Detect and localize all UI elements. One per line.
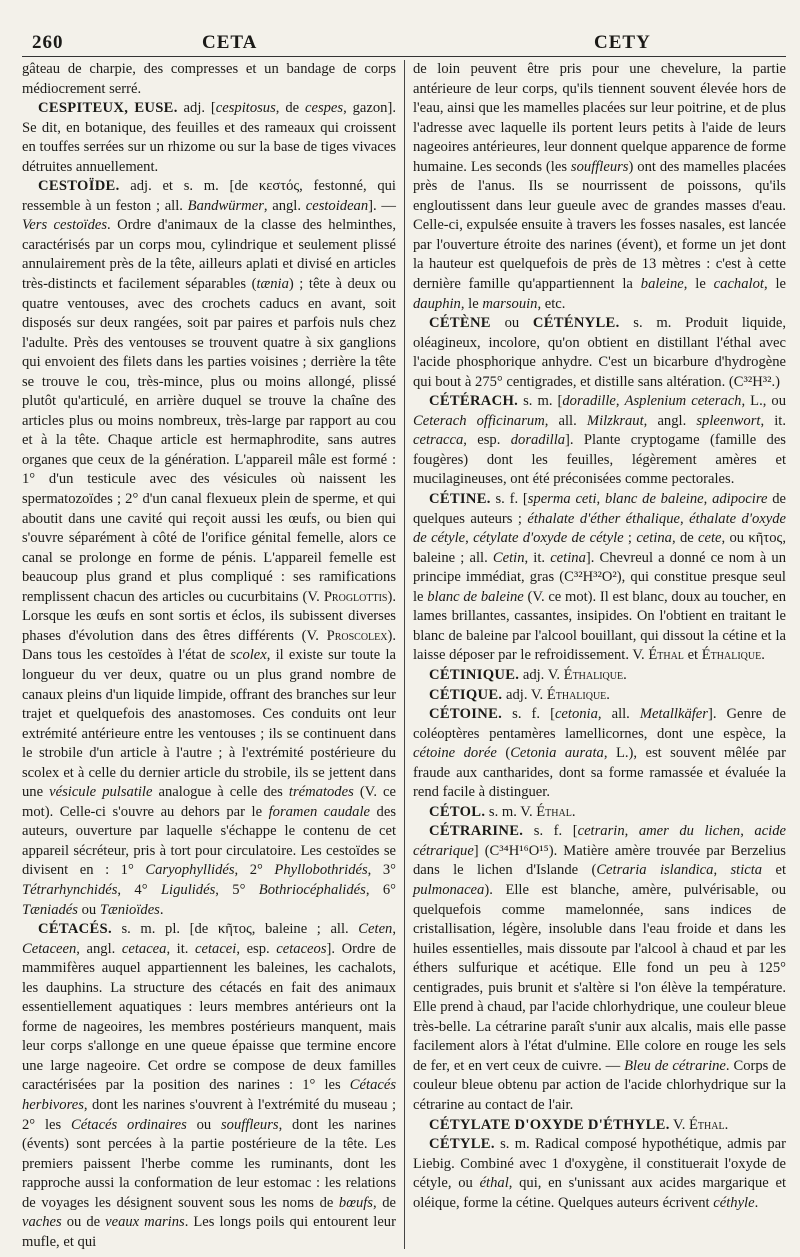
page-number: 260: [32, 32, 64, 53]
right-running-head: CETY: [594, 32, 651, 53]
dictionary-entry: CÉTYLATE D'OXYDE D'ÉTHYLE. V. Éthal.: [429, 1116, 729, 1133]
dictionary-entry: CÉTRARINE. s. f. [cetrarin, amer du lichen, acide cétrarique] (C³⁴H¹⁶O¹⁵). Matière amère trouvée par Berzelius dans le lichen d'Islande (Cetraria islandica, sticta et pulmonacea). Elle est blanche, amère, pulvérisable, ou quelquefois comme mamelonnée, sans indices de cristallisation, légère, insoluble dans l'eau froide et dans les huiles essentielles, mais dissoute par l'alcool à chaud et par les éthers sulfurique et acétique. Elle fond un peu à 125° centigrades, puis brunit et s'altère si l'on élève la température. Elle prend à chaud, par l'acide chlorhydrique, une couleur bleue très-belle. La cétrarine paraît s'unir aux alcalis, mais elle passe facilement alors à l'état d'ulmine. Elle colore en rouge les sels de fer, et en vert ceux de cuivre. — Bleu de cétrarine. Corps de couleur bleue obtenu par action de l'acide chlorhydrique sur la cétrarine au contact de l'air.: [413, 823, 787, 1113]
continued-text: de loin peuvent être pris pour une chevelure, la partie antérieure de leur corps, qu'ils tiennent souvent élevée hors de l'eau, ainsi que les mamelles placées sur leur poitrine, et de plus l'adresse avec laquelle ils portent leurs petits à l'aide de leurs nageoires antérieures, leur donnent quelque apparence de forme humaine. Les seconds (les souffleurs) ont des mamelles placées près de l'anus. Ils se nourrissent de poissons, qu'ils engloutissent dans leur gueule avec de grandes masses d'eau. Celle-ci, expulsée ensuite à travers les fosses nasales, est lancée par l'ouverture étroite des narines (évent), et forme un jet dont la hauteur est quelquefois de près de 13 mètres : c'est à cette dernière famille qu'appartiennent la baleine, le cachalot, le dauphin, le marsouin, etc.: [413, 61, 786, 312]
right-column: [404, 60, 786, 1249]
dictionary-entry: CÉTIQUE. adj. V. Éthalique.: [429, 686, 610, 703]
left-running-head: CETA: [202, 32, 258, 53]
dictionary-entry: CÉTÉRACH. s. m. [doradille, Asplenium ceterach, L., ou Ceterach officinarum, all. Milzkraut, angl. spleenwort, it. cetracca, esp. doradilla]. Plante cryptogame (famille des fougères) dont les feuilles, légèrement amères et mucilagineuses, ont été préconisées comme pectorales.: [413, 393, 786, 488]
dictionary-entry: CÉTINIQUE. adj. V. Éthalique.: [429, 666, 627, 683]
dictionary-entry: CÉTÈNE ou CÉTÉNYLE. s. m. Produit liquide, oléagineux, incolore, qu'on obtient en distillant l'éthal avec l'acide phosphorique anhydre. C'est un bicarbure d'hydrogène qui bout à 275° centigrades, et distille sans altération. (C³²H³².): [413, 315, 786, 390]
continued-text: gâteau de charpie, des compresses et un bandage de corps médiocrement serré.: [22, 61, 396, 97]
dictionary-entry: CÉTOINE. s. f. [cetonia, all. Metallkäfer]. Genre de coléoptères pentamères lamellicornes, dont une espèce, la cétoine dorée (Cetonia aurata, L.), est souvent mêlée par fraude aux cantharides, dont sa forme ramassée et évaluée la rend facile à distinguer.: [413, 706, 787, 801]
dictionary-entry: CÉTINE. s. f. [sperma ceti, blanc de baleine, adipocire de quelques auteurs ; éthalate d'éther éthalique, éthalate d'oxyde de cétyle, cétylate d'oxyde de cétyle ; cetina, de cete, ou κῆτος, baleine ; all. Cetin, it. cetina]. Chevreul a donné ce nom à un principe immédiat, gras (C³²H³²O²), qui constitue presque seul le blanc de baleine (V. ce mot). Il est blanc, doux au toucher, en lames brillantes, cassantes, insipides. On l'obtient en traitant le blanc de baleine par l'alcool bouillant, qui dissout la cétine et la laisse déposer par le refroidissement. V. Éthal et Éthalique.: [413, 491, 787, 664]
dictionary-entry: CESTOÏDE. adj. et s. m. [de κεστός, festonné, qui ressemble à un feston ; all. Bandwürmer, angl. cestoidean]. — Vers cestoïdes. Ordre d'animaux de la classe des helminthes, caractérisés par un corps mou, cylindrique et seulement plissé annulairement près de la tête, ailleurs aplati et divisé en articles très-distincts et facilement séparables (tænia) ; tête à deux ou quatre ventouses, avec des crochets caducs en avant, soit disposés sur deux rangées, soit par paires et parfois nuls chez l'adulte. Près des ventouses se trouvent quatre à six ganglions qui envoient des filets dans les parties voisines ; derrière la tête se trouve le cou, très-mince, plus ou moins allongé, plissé plutôt qu'articulé, en arrière duquel se trouve la chaîne des articles plus ou moins nombreux, très-large par rapport au cou et à la tête. Chaque article est hermaphrodite, sans autres organes que ceux de la génération. L'appareil mâle est formé : 1° d'un testicule avec des vésicules où naissent les spermatozoïdes ; 2° d'un canal flexueux plein de sperme, et qui aboutit dans une cavité qui reçoit aussi les œufs, ou bien qui s'ouvre séparément à côté de l'orifice génital femelle, alors ce canal se prolonge en forme de pénis. L'appareil femelle est beaucoup plus grand et plus compliqué : ses ramifications remplissent chacun des articles ou cucurbitains (V. Proglottis). Lorsque les œufs en sont sortis et éclos, ils subissent diverses phases d'évolution dans des êtres différents (V. Proscolex). Dans tous les cestoïdes à l'état de scolex, il existe sur toute la longueur du ver deux, quatre ou un plus grand nombre de canaux pleins d'un liquide limpide, offrant des branches sur leur trajet et quelquefois des anastomoses. Ces conduits ont leur extrémité antérieure entre les ventouses ; ils se continuent dans le strobile d'un article à l'autre ; à l'extrémité postérieure du scolex et à celle du dernier article du strobile, ils se jettent dans une vésicule pulsatile analogue à celle des trématodes (V. ce mot). Celle-ci s'ouvre au dehors par le foramen caudale des auteurs, ouverture par laquelle s'échappe le contenu de cet appareil sécréteur, pris à tort pour circulatoire. Les cestoïdes se divisent en : 1° Caryophyllidés, 2° Phyllobothridés, 3° Tétrarhynchidés, 4° Ligulidés, 5° Bothriocéphalidés, 6° Tæniadés ou Tænioïdes.: [22, 178, 396, 918]
dictionary-entry: CESPITEUX, EUSE. adj. [cespitosus, de cespes, gazon]. Se dit, en botanique, des feuilles et des rameaux qui croissent en touffes serrées sur un rhizome ou sur la base de tiges vivaces détruites annuellement.: [22, 100, 396, 175]
left-column: [22, 60, 404, 1249]
page-header: [22, 28, 786, 54]
dictionary-entry: CÉTOL. s. m. V. Éthal.: [429, 803, 576, 820]
header-rule: [22, 56, 786, 57]
dictionary-entry: CÉTYLE. s. m. Radical composé hypothétique, admis par Liebig. Combiné avec 1 d'oxygène, il constituerait l'oxyde de cétyle, ou éthal, qui, en s'unissant aux acides margarique et oléique, forme la cétine. Quelques auteurs écrivent céthyle.: [413, 1136, 786, 1211]
text-columns: [22, 60, 790, 1249]
dictionary-entry: CÉTACÉS. s. m. pl. [de κῆτος, baleine ; all. Ceten, Cetaceen, angl. cetacea, it. cetacei, esp. cetaceos]. Ordre de mammifères auquel appartiennent les baleines, les cachalots, les dauphins. La structure des cétacés en fait des animaux essentiellement aquatiques : leurs membres antérieurs ont la forme de nageoires, les membres postérieurs manquent, mais leur corps s'allonge en une queue épaisse que termine encore une large nageoire. Cet ordre se compose de deux familles caractérisées par la position des narines : 1° les Cétacés herbivores, dont les narines s'ouvrent à l'extrémité du museau ; 2° les Cétacés ordinaires ou souffleurs, dont les narines (évents) sont percées à la partie postérieure de la tête. Les premiers paissent l'herbe comme les ruminants, dont les rapproche aussi la conformation de leur estomac : les relations de voyages les désignent souvent sous les noms de bœufs, de vaches ou de veaux marins. Les longs poils qui entourent leur mufle, et qui: [22, 921, 396, 1250]
